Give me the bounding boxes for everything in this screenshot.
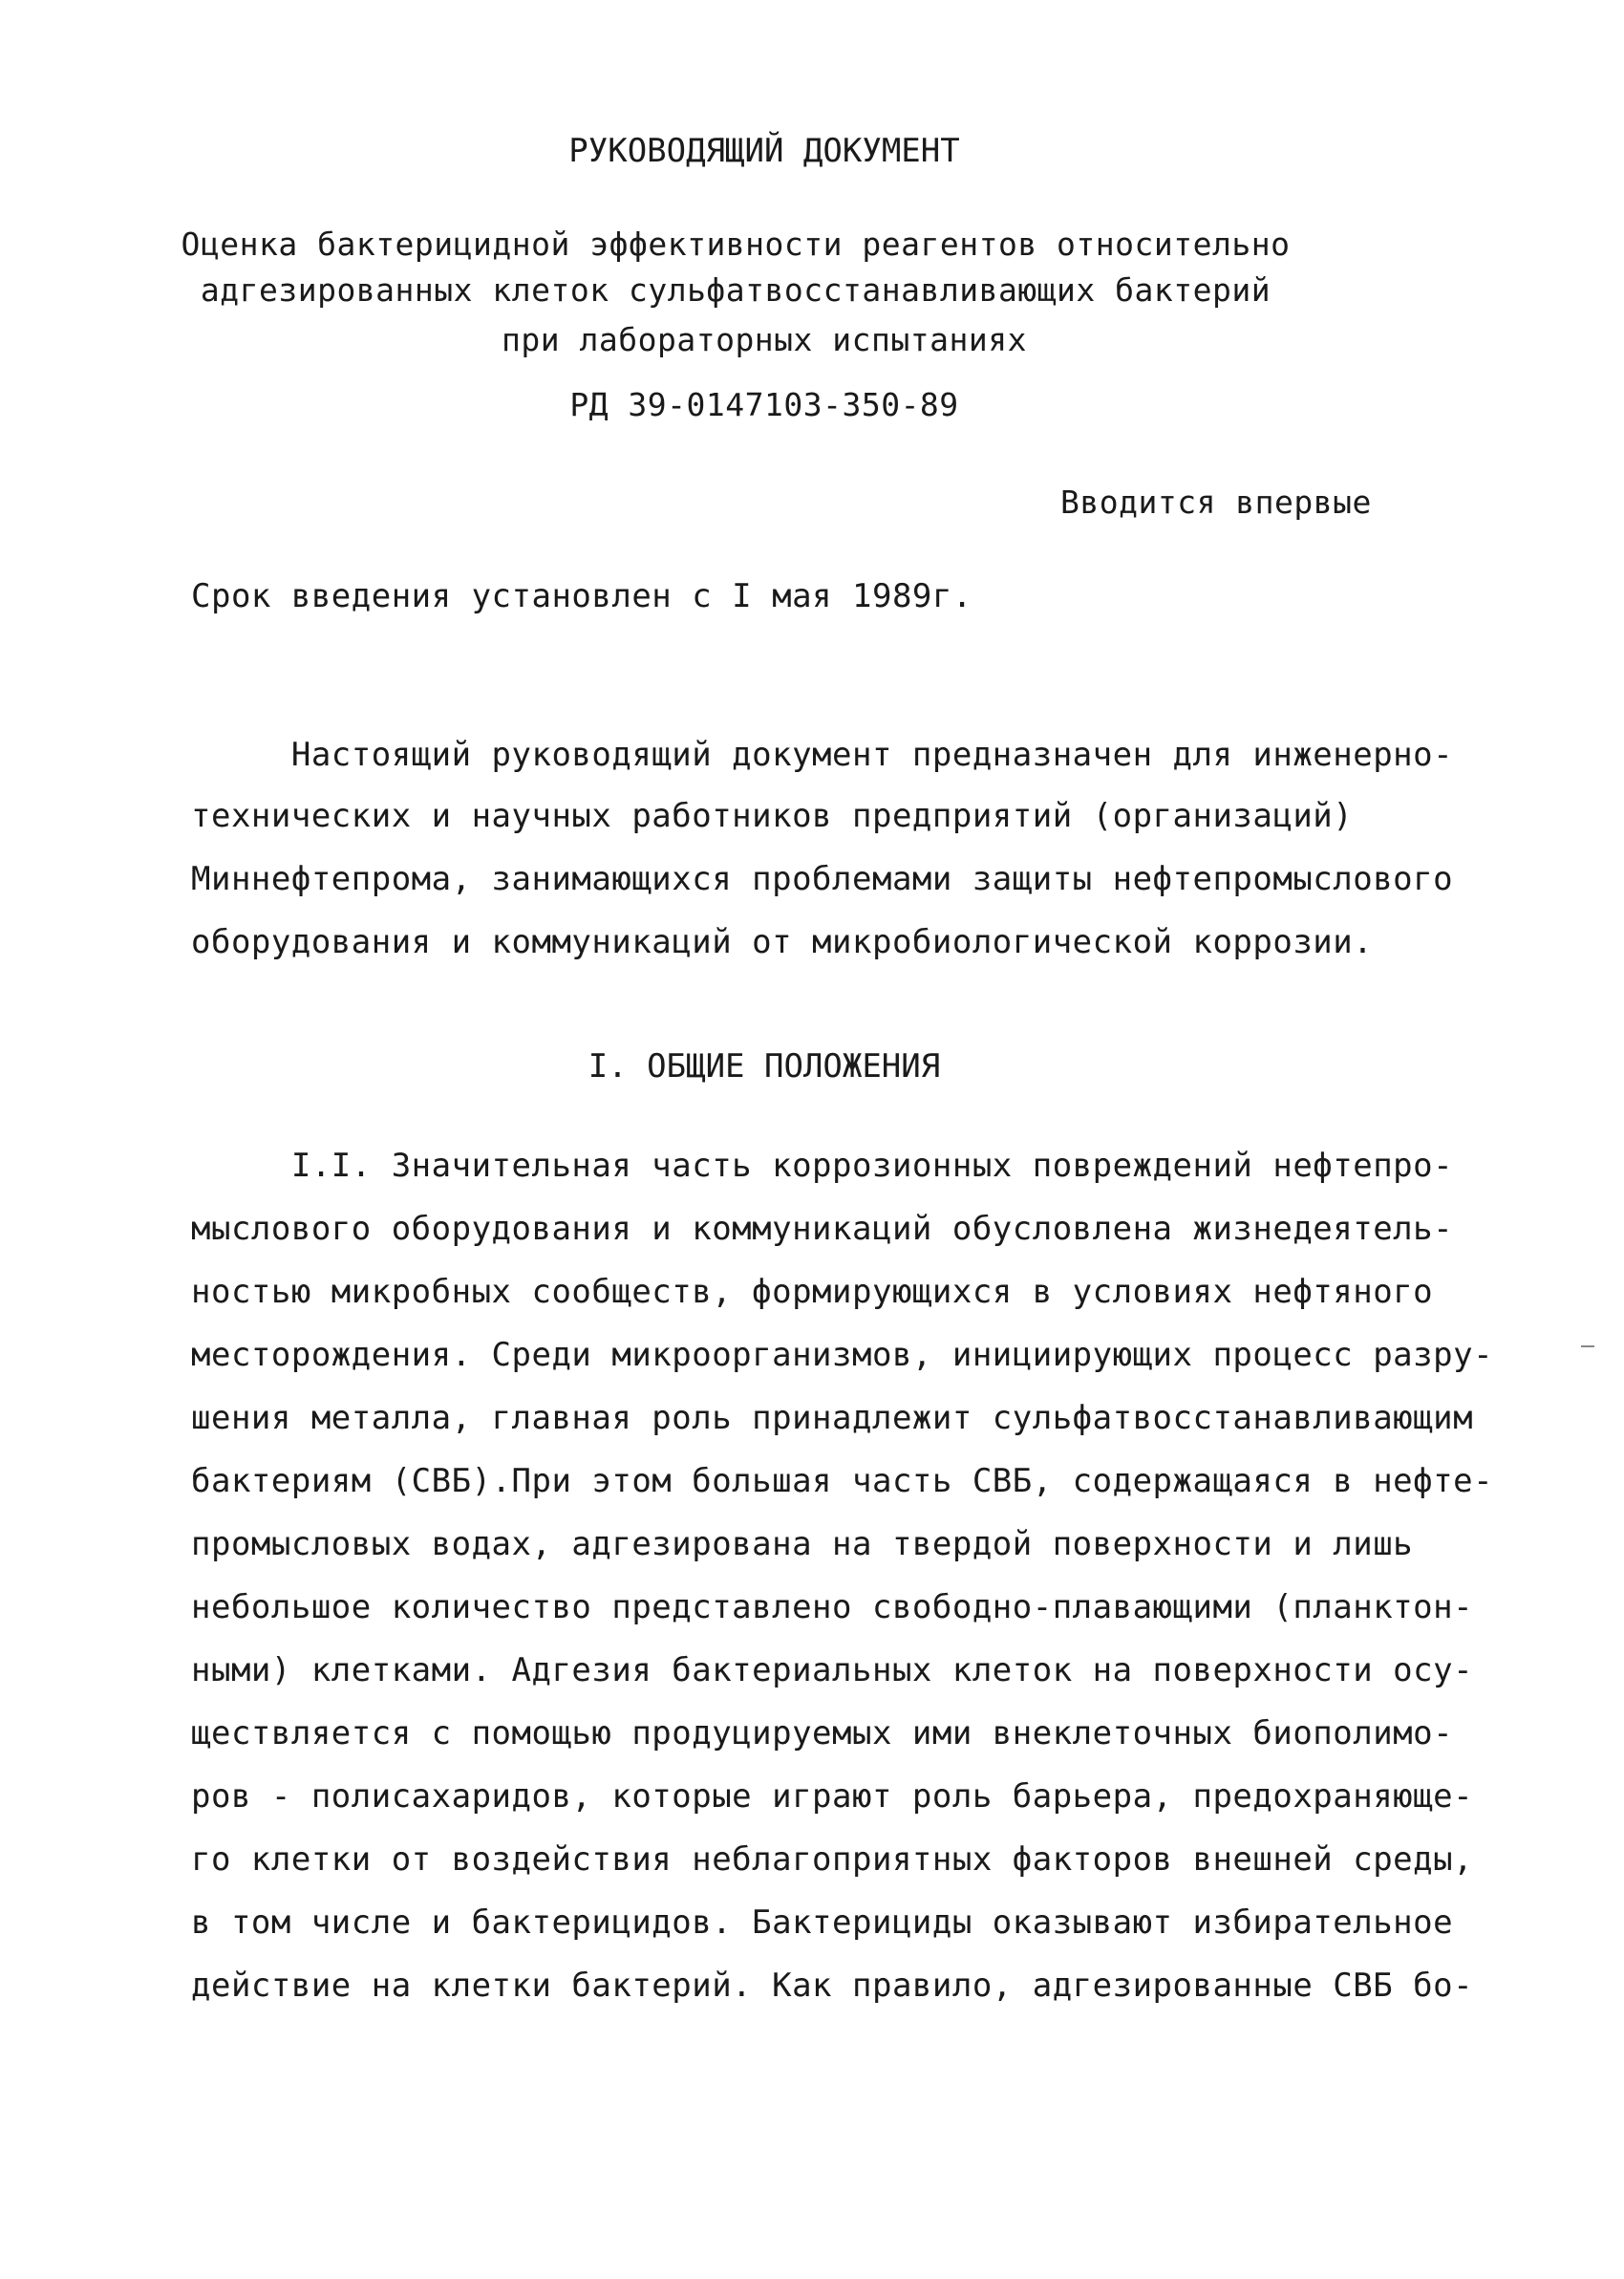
section-line: го клетки от воздействия неблагоприятных факторов внешней среды,	[191, 1840, 1474, 1879]
section-line: небольшое количество представлено свободно-плавающими (планктон-	[191, 1588, 1474, 1626]
section-line: ров - полисахаридов, которые играют роль барьера, предохраняюще-	[191, 1777, 1474, 1816]
section-line: ными) клетками. Адгезия бактериальных клеток на поверхности осу-	[191, 1651, 1474, 1689]
intro-line: Настоящий руководящий документ предназначен для инженерно-	[191, 736, 1454, 774]
intro-line: оборудования и коммуникаций от микробиологической коррозии.	[191, 923, 1374, 961]
section-line: в том числе и бактерицидов. Бактерициды оказывают избирательное	[191, 1903, 1454, 1942]
section-line: действие на клетки бактерий. Как правило, адгезированные СВБ бо-	[191, 1967, 1474, 2005]
intro-line: технических и научных работников предприятий (организаций)	[191, 797, 1354, 835]
intro-line: Миннефтепрома, занимающихся проблемами защиты нефтепромыслового	[191, 860, 1454, 898]
section-title: I. ОБЩИЕ ПОЛОЖЕНИЯ	[588, 1047, 941, 1086]
section-line: ществляется с помощью продуцируемых ими внеклеточных биополимо-	[191, 1714, 1454, 1752]
section-line: промысловых водах, адгезирована на твердой поверхности и лишь	[191, 1525, 1414, 1563]
section-line: месторождения. Среди микроорганизмов, инициирующих процесс разру-	[191, 1336, 1494, 1374]
title-line-1: Оценка бактерицидной эффективности реагентов относительно	[181, 226, 1291, 263]
section-line: бактериям (СВБ).При этом большая часть СВБ, содержащаяся в нефте-	[191, 1462, 1494, 1500]
section-line: I.I. Значительная часть коррозионных повреждений нефтепро-	[191, 1147, 1454, 1185]
title-line-2: адгезированных клеток сульфатвосстанавливающих бактерий	[200, 271, 1271, 309]
document-type-heading: РУКОВОДЯЩИЙ ДОКУМЕНТ	[568, 132, 960, 170]
first-time-note: Вводится впервые	[1060, 484, 1372, 521]
section-line: шения металла, главная роль принадлежит сульфатвосстанавливающим	[191, 1399, 1474, 1437]
section-line: ностью микробных сообществ, формирующихся в условиях нефтяного	[191, 1273, 1434, 1311]
document-code: РД 39-0147103-350-89	[569, 386, 959, 423]
section-line: мыслового оборудования и коммуникаций обусловлена жизнедеятель-	[191, 1210, 1454, 1248]
scan-mark	[1581, 1345, 1594, 1347]
title-line-3: при лабораторных испытаниях	[502, 321, 1027, 358]
effective-date: Срок введения установлен с I мая 1989г.	[191, 577, 972, 615]
